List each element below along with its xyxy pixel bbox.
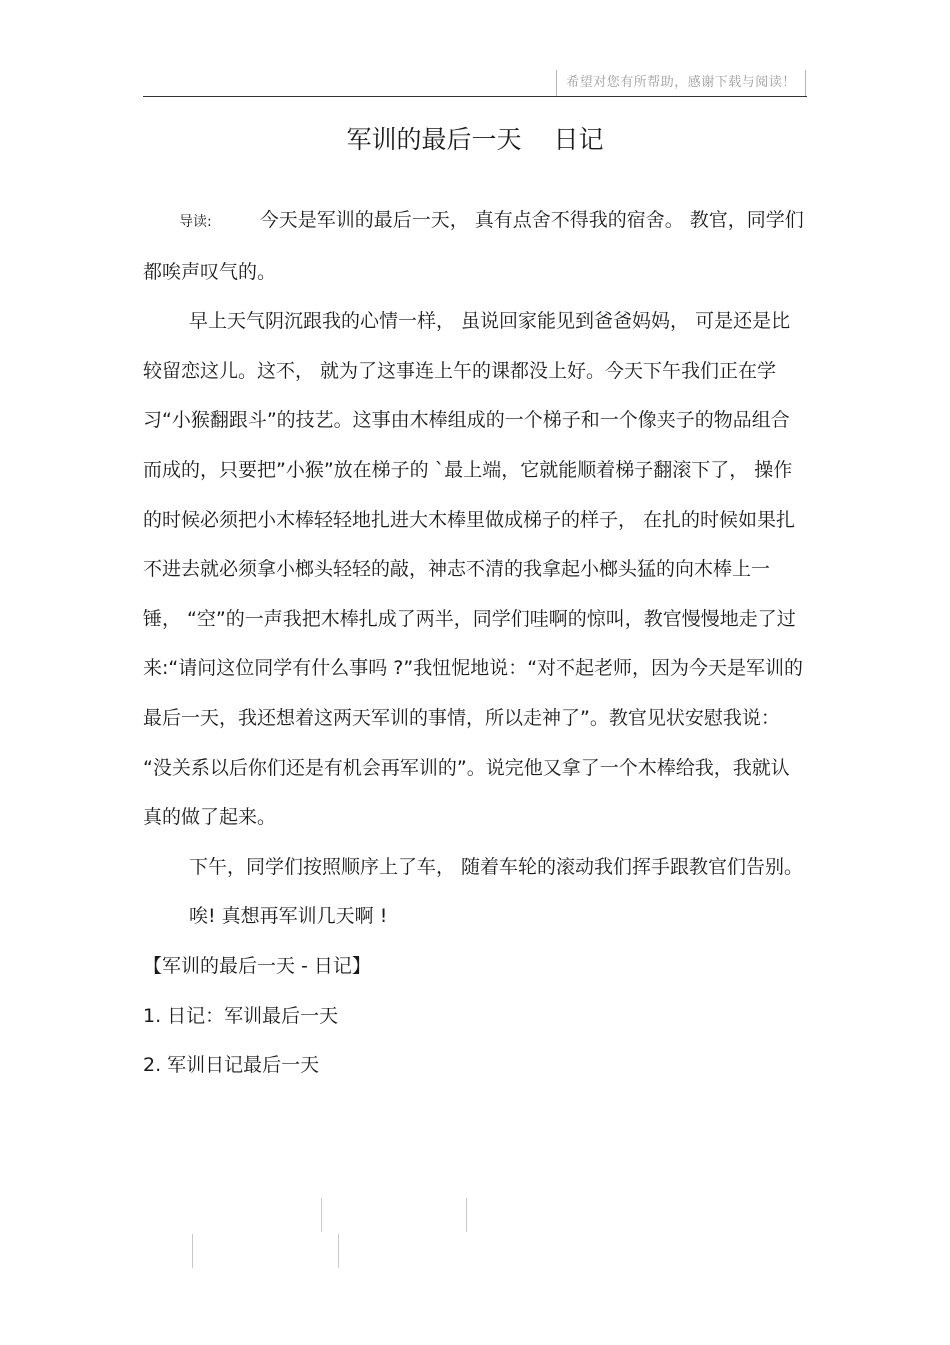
- decorative-divider: [192, 1234, 193, 1268]
- related-link-1[interactable]: 1. 日记：军训最后一天: [143, 1004, 339, 1027]
- decorative-divider: [321, 1198, 322, 1232]
- related-link-2[interactable]: 2. 军训日记最后一天: [143, 1054, 320, 1077]
- document-body: [143, 196, 807, 1091]
- body-paragraph-3: 唉! 真想再军训几天啊 !: [189, 905, 388, 928]
- decorative-divider: [338, 1234, 339, 1268]
- intro-paragraph: [143, 196, 807, 297]
- page-title: [0, 120, 950, 160]
- related-heading: 【军训的最后一天 - 日记】: [143, 954, 371, 977]
- title-sub: 日记: [553, 125, 604, 154]
- body-paragraph-2: 下午，同学们按照顺序上了车， 随着车轮的滚动我们挥手跟教官们告别。: [189, 855, 804, 878]
- intro-label: 导读:: [179, 214, 212, 230]
- header-rule: [143, 96, 807, 97]
- intro-text: 今天是军训的最后一天， 真有点舍不得我的宿舍。 教官，同学们都唉声叹气的。: [143, 209, 804, 283]
- decorative-divider: [466, 1198, 467, 1232]
- title-main: 军训的最后一天: [346, 125, 522, 154]
- body-paragraph-1: 早上天气阴沉跟我的心情一样， 虽说回家能见到爸爸妈妈， 可是还是比较留恋这儿。这不， 就为了这事连上午的课都没上好。今天下午我们正在学习“小猴翻跟斗”的技艺。这事由木棒组成的一个梯子和一个像夹子的物品组合而成的，只要把”小猴”放在梯子的 `最上端，它就能顺着梯子翻滚下了， 操作的时候必须把小木棒轻轻地扎进大木棒里做成梯子的样子， 在扎的时候如果扎不进去就必须拿小榔头轻轻的敲，神志不清的我拿起小榔头猛的向木棒上一锤， “空”的一声我把木棒扎成了两半，同学们哇啊的惊叫，教官慢慢地走了过来:“请问这位同学有什么事吗 ?”我忸怩地说：“对不起老师，因为今天是军训的最后一天，我还想着这两天军训的事情，所以走神了”。教官见状安慰我说： “没关系以后你们还是有机会再军训的”。说完他又拿了一个木棒给我，我就认真的做了起来。: [143, 310, 804, 829]
- header-watermark: 希望对您有所帮助，感谢下载与阅读！: [556, 70, 806, 96]
